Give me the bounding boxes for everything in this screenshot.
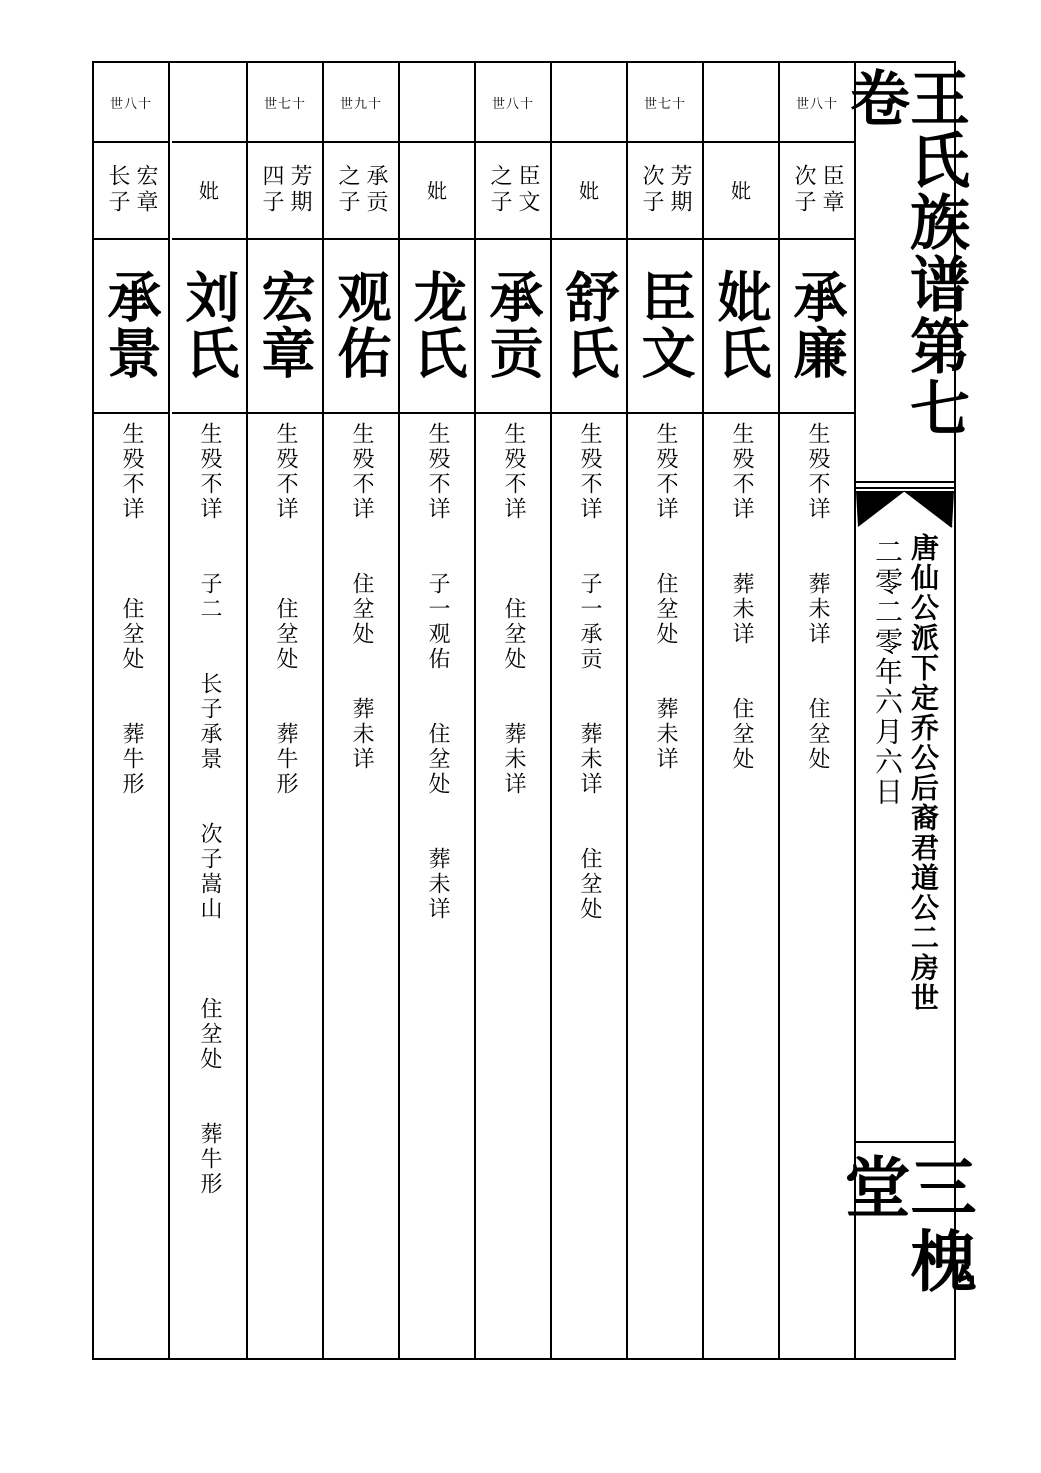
name-cell bbox=[552, 238, 626, 414]
detail-cell bbox=[628, 414, 702, 1358]
relation-pair bbox=[792, 164, 842, 216]
date-text: 二零二零年六月六日 bbox=[871, 537, 904, 807]
relation-spouse: 妣 bbox=[199, 179, 219, 203]
relation-cell bbox=[172, 141, 246, 240]
genealogy-page-frame bbox=[92, 61, 977, 1360]
entry-column-3 bbox=[628, 63, 704, 1358]
relation-rank: 四子 bbox=[259, 163, 284, 216]
person-name: 舒氏 bbox=[557, 269, 621, 381]
relation-father: 臣章 bbox=[819, 163, 844, 216]
person-detail: 生殁不详 住坌处 葬牛形 bbox=[119, 422, 144, 797]
person-name: 宏章 bbox=[253, 269, 317, 381]
relation-pair bbox=[260, 164, 310, 216]
title-divider bbox=[856, 481, 954, 483]
generation-label bbox=[552, 63, 626, 143]
relation-rank: 长子 bbox=[105, 163, 130, 216]
relation-pair bbox=[488, 164, 538, 216]
detail-cell bbox=[172, 414, 246, 1358]
name-cell bbox=[94, 238, 168, 414]
person-detail: 生殁不详 葬未详 住坌处 bbox=[729, 422, 754, 772]
detail-cell bbox=[94, 414, 168, 1358]
generation-label: 世八十 bbox=[476, 63, 550, 143]
entry-column-8 bbox=[248, 63, 324, 1358]
name-cell bbox=[324, 238, 398, 414]
title-panel bbox=[833, 63, 977, 1358]
person-name: 承贡 bbox=[481, 269, 545, 381]
detail-cell bbox=[324, 414, 398, 1358]
hall-name-text: 三槐堂 bbox=[833, 1153, 977, 1301]
person-detail: 生殁不详 子一观佑 住坌处 葬未详 bbox=[425, 422, 450, 922]
person-detail: 生殁不详 住坌处 葬未详 bbox=[501, 422, 526, 797]
relation-rank: 次子 bbox=[639, 163, 664, 216]
relation-cell bbox=[704, 141, 778, 240]
hall-divider bbox=[856, 1141, 954, 1143]
person-name: 承景 bbox=[99, 269, 163, 381]
relation-spouse: 妣 bbox=[579, 179, 599, 203]
detail-cell bbox=[476, 414, 550, 1358]
generation-label: 世七十 bbox=[248, 63, 322, 143]
name-cell bbox=[248, 238, 322, 414]
generation-label bbox=[400, 63, 474, 143]
relation-cell bbox=[780, 141, 854, 240]
relation-spouse: 妣 bbox=[731, 179, 751, 203]
person-name: 臣文 bbox=[633, 269, 697, 381]
person-name: 妣氏 bbox=[709, 269, 773, 381]
relation-rank: 之子 bbox=[487, 163, 512, 216]
relation-cell bbox=[324, 141, 398, 240]
entry-column-4 bbox=[552, 63, 628, 1358]
fishtail-ornament bbox=[856, 491, 954, 529]
relation-father: 承贡 bbox=[363, 163, 388, 216]
relation-cell bbox=[400, 141, 474, 240]
relation-cell bbox=[628, 141, 702, 240]
book-title bbox=[840, 67, 970, 485]
generation-label: 世八十 bbox=[94, 63, 168, 143]
detail-cell bbox=[248, 414, 322, 1358]
person-detail: 生殁不详 子二 长子承景 次子嵩山 住坌处 葬牛形 bbox=[197, 422, 222, 1197]
title-divider bbox=[856, 487, 954, 489]
person-detail: 生殁不详 葬未详 住坌处 bbox=[805, 422, 830, 772]
lineage-text: 唐仙公派下定乔公后裔君道公二房世 bbox=[907, 533, 940, 1013]
detail-cell bbox=[400, 414, 474, 1358]
detail-cell bbox=[552, 414, 626, 1358]
entry-column-7 bbox=[324, 63, 400, 1358]
relation-pair bbox=[336, 164, 386, 216]
relation-father: 芳期 bbox=[667, 163, 692, 216]
person-detail: 生殁不详 住坌处 葬未详 bbox=[349, 422, 374, 772]
entry-column-9 bbox=[172, 63, 248, 1358]
relation-father: 宏章 bbox=[133, 163, 158, 216]
name-cell bbox=[628, 238, 702, 414]
relation-cell bbox=[248, 141, 322, 240]
person-detail: 生殁不详 子一承贡 葬未详 住坌处 bbox=[577, 422, 602, 922]
relation-pair bbox=[640, 164, 690, 216]
relation-father: 芳期 bbox=[287, 163, 312, 216]
fishtail-left bbox=[856, 491, 905, 527]
relation-father: 臣文 bbox=[515, 163, 540, 216]
name-cell bbox=[476, 238, 550, 414]
relation-cell bbox=[476, 141, 550, 240]
name-cell bbox=[704, 238, 778, 414]
name-cell bbox=[780, 238, 854, 414]
entry-column-2 bbox=[704, 63, 780, 1358]
relation-spouse: 妣 bbox=[427, 179, 447, 203]
detail-cell bbox=[704, 414, 778, 1358]
relation-rank: 次子 bbox=[791, 163, 816, 216]
entry-column-6 bbox=[400, 63, 476, 1358]
person-name: 承廉 bbox=[785, 269, 849, 381]
person-name: 观佑 bbox=[329, 269, 393, 381]
generation-label: 世八十 bbox=[780, 63, 854, 143]
book-title-text: 王氏族谱第七卷 bbox=[840, 67, 970, 439]
person-name: 刘氏 bbox=[177, 269, 241, 381]
generation-label bbox=[172, 63, 246, 143]
hall-name bbox=[833, 1153, 977, 1358]
person-detail: 生殁不详 住坌处 葬未详 bbox=[653, 422, 678, 772]
relation-cell bbox=[552, 141, 626, 240]
name-cell bbox=[172, 238, 246, 414]
relation-cell bbox=[94, 141, 168, 240]
person-detail: 生殁不详 住坌处 葬牛形 bbox=[273, 422, 298, 797]
person-name: 龙氏 bbox=[405, 269, 469, 381]
entry-column-10 bbox=[94, 63, 170, 1358]
generation-label bbox=[704, 63, 778, 143]
name-cell bbox=[400, 238, 474, 414]
entry-column-5 bbox=[476, 63, 552, 1358]
generation-label: 世九十 bbox=[324, 63, 398, 143]
relation-rank: 之子 bbox=[335, 163, 360, 216]
subtitle-area bbox=[856, 533, 954, 1139]
relation-pair bbox=[106, 164, 156, 216]
generation-label: 世七十 bbox=[628, 63, 702, 143]
